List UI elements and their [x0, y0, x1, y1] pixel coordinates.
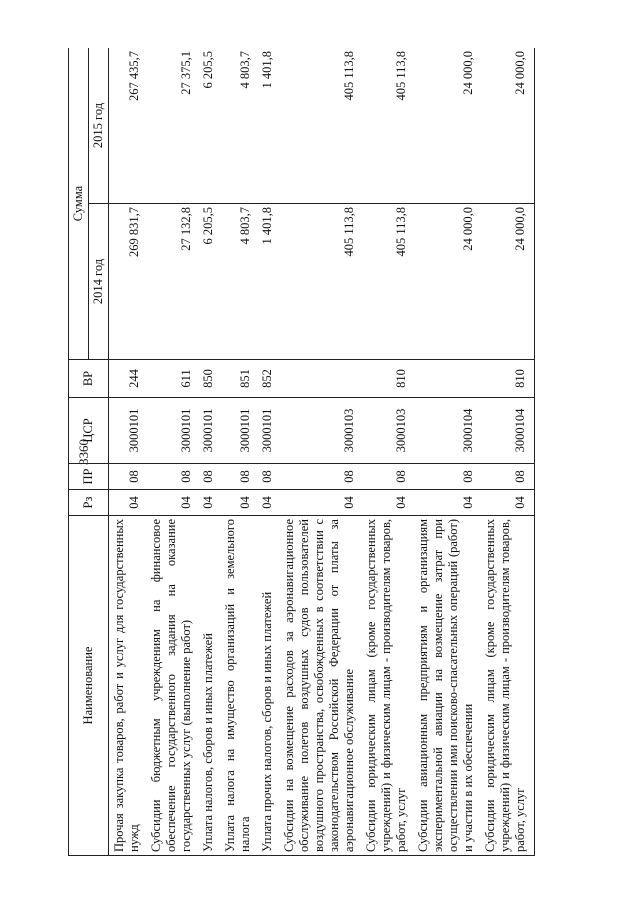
- row-sum-2015: 405 113,8: [363, 48, 415, 204]
- header-name: Наименование: [69, 516, 109, 856]
- row-csr: 3000101: [259, 398, 281, 464]
- row-sum-2015: 1 401,8: [259, 48, 281, 204]
- row-sum-2015: 267 435,7: [109, 48, 149, 204]
- row-sum-2014: 6 205,5: [200, 204, 222, 360]
- row-rz: 04: [200, 490, 222, 516]
- row-sum-2014: 405 113,8: [281, 204, 363, 360]
- table-row: [415, 48, 482, 856]
- row-name: Уплата прочих налогов, сборов и иных платежей: [259, 516, 281, 856]
- row-sum-2015: 24 000,0: [482, 48, 535, 204]
- row-rz: 04: [148, 490, 200, 516]
- row-pr: 08: [363, 464, 415, 490]
- row-vr: 810: [363, 360, 415, 398]
- row-sum-2014: 4 803,7: [222, 204, 259, 360]
- row-rz: 04: [222, 490, 259, 516]
- row-sum-2015: 24 000,0: [415, 48, 482, 204]
- row-csr: 3000101: [148, 398, 200, 464]
- row-pr: 08: [222, 464, 259, 490]
- row-name: Субсидии юридическим лицам (кроме государственных учреждений) и физическим лицам - производителям товаров, работ, услуг: [363, 516, 415, 856]
- header-rz: Рз: [69, 490, 109, 516]
- row-vr: 244: [109, 360, 149, 398]
- row-sum-2015: 6 205,5: [200, 48, 222, 204]
- table-row: [259, 48, 281, 856]
- row-rz: 04: [363, 490, 415, 516]
- row-sum-2014: 24 000,0: [482, 204, 535, 360]
- header-sum: Сумма: [69, 48, 89, 360]
- row-sum-2015: 4 803,7: [222, 48, 259, 204]
- row-csr: 3000101: [200, 398, 222, 464]
- row-pr: 08: [148, 464, 200, 490]
- row-sum-2014: 24 000,0: [415, 204, 482, 360]
- budget-table: [68, 48, 535, 856]
- row-csr: 3000103: [363, 398, 415, 464]
- row-csr: 3000104: [415, 398, 482, 464]
- row-name: Субсидии авиационным предприятиям и организациям экспериментальной авиации на возмещение затрат при осуществлении ими поисково-спасательных операций (работ) и участии в их обеспечении: [415, 516, 482, 856]
- row-rz: 04: [281, 490, 363, 516]
- row-sum-2014: 269 831,7: [109, 204, 149, 360]
- row-rz: 04: [109, 490, 149, 516]
- row-vr: 611: [148, 360, 200, 398]
- header-vr: ВР: [69, 360, 109, 398]
- row-vr: 852: [259, 360, 281, 398]
- header-year-2014: 2014 год: [89, 204, 109, 360]
- row-name: Субсидии юридическим лицам (кроме государственных учреждений) и физическим лицам - производителям товаров, работ, услуг: [482, 516, 535, 856]
- row-pr: 08: [415, 464, 482, 490]
- rotated-page: [68, 48, 588, 856]
- row-pr: 08: [200, 464, 222, 490]
- row-pr: 08: [482, 464, 535, 490]
- row-sum-2014: 1 401,8: [259, 204, 281, 360]
- row-csr: 3000101: [109, 398, 149, 464]
- row-pr: 08: [281, 464, 363, 490]
- row-rz: 04: [482, 490, 535, 516]
- row-name: Уплата налога на имущество организаций и земельного налога: [222, 516, 259, 856]
- table-row: [148, 48, 200, 856]
- row-csr: 3000103: [281, 398, 363, 464]
- row-rz: 04: [259, 490, 281, 516]
- header-pr: ПР: [69, 464, 109, 490]
- row-pr: 08: [259, 464, 281, 490]
- header-year-2015: 2015 год: [89, 48, 109, 204]
- row-name: Субсидии бюджетным учреждениям на финансовое обеспечение государственного задания на оказание государственных услуг (выполнение работ): [148, 516, 200, 856]
- row-name: Субсидии на возмещение расходов за аэронавигационное обслуживание полетов воздушных судов пользователей воздушного пространства, освобожденных в соответствии с законодательством Российской Федерации от платы за аэронавигационное обслуживание: [281, 516, 363, 856]
- row-sum-2015: 405 113,8: [281, 48, 363, 204]
- table-row: [363, 48, 415, 856]
- row-vr: 810: [482, 360, 535, 398]
- row-csr: 3000104: [482, 398, 535, 464]
- row-rz: 04: [415, 490, 482, 516]
- row-vr: [281, 360, 363, 398]
- row-sum-2015: 27 375,1: [148, 48, 200, 204]
- table-row: [222, 48, 259, 856]
- row-vr: 851: [222, 360, 259, 398]
- table-row: [109, 48, 149, 856]
- table-row: [281, 48, 363, 856]
- row-sum-2014: 27 132,8: [148, 204, 200, 360]
- table-row: [200, 48, 222, 856]
- row-sum-2014: 405 113,8: [363, 204, 415, 360]
- header-row: [69, 48, 89, 856]
- page-content: [68, 48, 588, 856]
- row-vr: [415, 360, 482, 398]
- row-name: Прочая закупка товаров, работ и услуг для государственных нужд: [109, 516, 149, 856]
- table-row: [482, 48, 535, 856]
- row-name: Уплата налогов, сборов и иных платежей: [200, 516, 222, 856]
- row-pr: 08: [109, 464, 149, 490]
- row-vr: 850: [200, 360, 222, 398]
- page-number: 3360: [76, 439, 91, 465]
- table-body: [109, 48, 535, 856]
- row-csr: 3000101: [222, 398, 259, 464]
- header-csr: ЦСР: [69, 398, 109, 464]
